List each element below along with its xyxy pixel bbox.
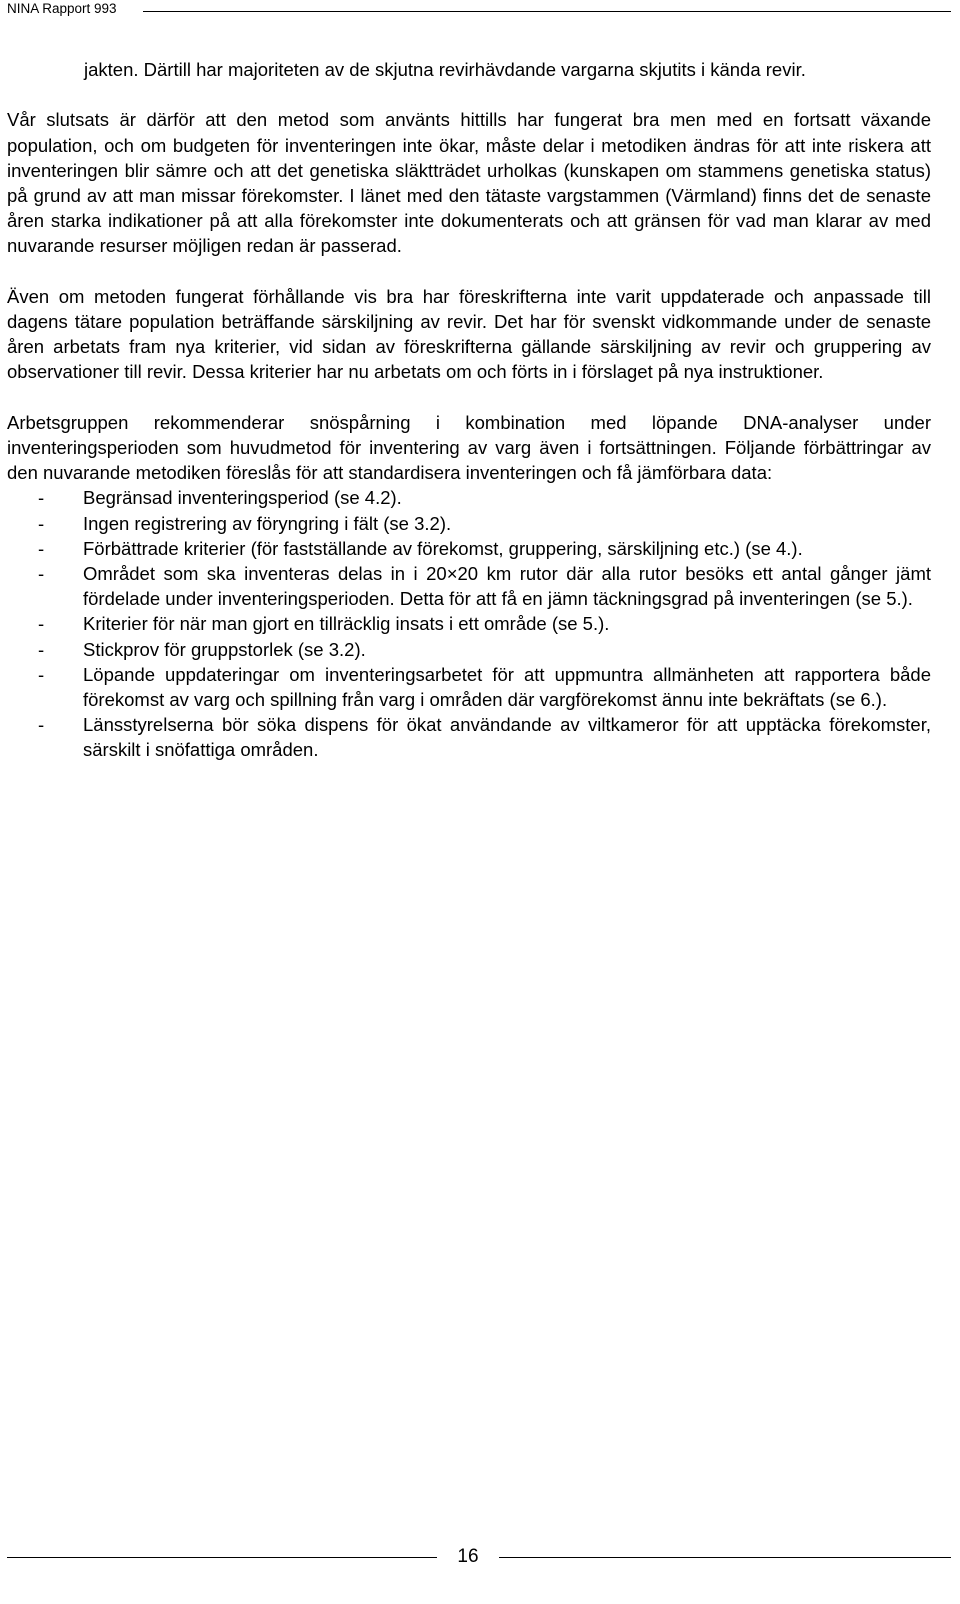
list-item [7,511,931,536]
list-item-text: Löpande uppdateringar om inventeringsarbetet för att uppmuntra allmänheten att rapportera både förekomst av varg och spillning från varg i områden där vargförekomst ännu inte bekräftats (se 6.). [83,663,931,711]
recommendation-list [7,485,931,762]
page-header [7,0,951,22]
paragraph-continuation: jakten. Därtill har majoriteten av de skjutna revirhävdande vargarna skjutits i kända revir. [84,59,806,80]
list-item-text: Förbättrade kriterier (för fastställande av förekomst, gruppering, särskiljning etc.) (se 4.). [83,537,803,559]
bullet-dash: - [38,487,45,509]
list-item-text: Begränsad inventeringsperiod (se 4.2). [83,487,402,509]
paragraph-conclusion: Vår slutsats är därför att den metod som använts hittills har fungerat bra men med en fortsatt växande population, och om budgeten för inventeringen inte ökar, måste delar i metodiken ändras för att inte riskera att inventeringen blir sämre och att det genetiska släktträdet urholkas (kunskapen om stammens genetiska status) på grund av att man missar förekomster. I länet med den tätaste vargstammen (Värmland) finns det de senaste åren starka indikationer på att alla förekomster inte dokumenterats och att gränsen för vad man klarar av med nuvarande resurser möjligen redan är passerad. [7,109,931,257]
list-item [7,712,931,762]
page-footer [7,1541,951,1571]
page-number: 16 [457,1546,479,1567]
paragraph-method: Även om metoden fungerat förhållande vis bra har föreskrifterna inte varit uppdaterade och anpassade till dagens tätare population beträffande särskiljning av revir. Det har för svenskt vidkommande under de senaste åren arbetats fram nya kriterier, vid sidan av föreskrifterna gällande särskiljning av revir och gruppering av observationer till revir. Dessa kriterier har nu arbetats om och förts in i förslaget på nya instruktioner. [7,285,931,383]
list-item-text: Kriterier för när man gjort en tillräcklig insats i ett område (se 5.). [83,613,610,635]
body-text [7,57,931,763]
bullet-dash: - [38,613,45,635]
list-item-text: Området som ska inventeras delas in i 20×20 km rutor där alla rutor besöks ett antal gånger jämt fördelade under inventeringsperioden. Detta för att få en jämn täckningsgrad på inventeringen (se 5.). [83,563,931,610]
bullet-dash: - [38,638,45,660]
list-item [7,662,931,712]
bullet-dash: - [38,663,45,685]
paragraph-recommendation: Arbetsgruppen rekommenderar snöspårning i kombination med löpande DNA-analyser under inventeringsperioden som huvudmetod för inventering av varg även i fortsättningen. Följande förbättringar av den nuvarande metodiken föreslås för att standardisera inventeringen och få jämförbara data: [7,411,931,484]
list-item-text: Stickprov för gruppstorlek (se 3.2). [83,638,366,660]
list-item [7,561,931,611]
bullet-dash: - [38,714,45,736]
report-title: NINA Rapport 993 [7,1,117,16]
list-item-text: Ingen registrering av föryngring i fält (se 3.2). [83,512,452,534]
footer-rule-right [499,1557,951,1558]
list-item [7,637,931,662]
list-item [7,611,931,636]
bullet-dash: - [38,563,45,585]
header-rule [143,11,951,12]
bullet-dash: - [38,512,45,534]
list-item [7,485,931,510]
list-item [7,536,931,561]
list-item-text: Länsstyrelserna bör söka dispens för ökat användande av viltkameror för att upptäcka förekomster, särskilt i snöfattiga områden. [83,714,931,761]
bullet-dash: - [38,537,45,559]
footer-rule-left [7,1557,437,1558]
